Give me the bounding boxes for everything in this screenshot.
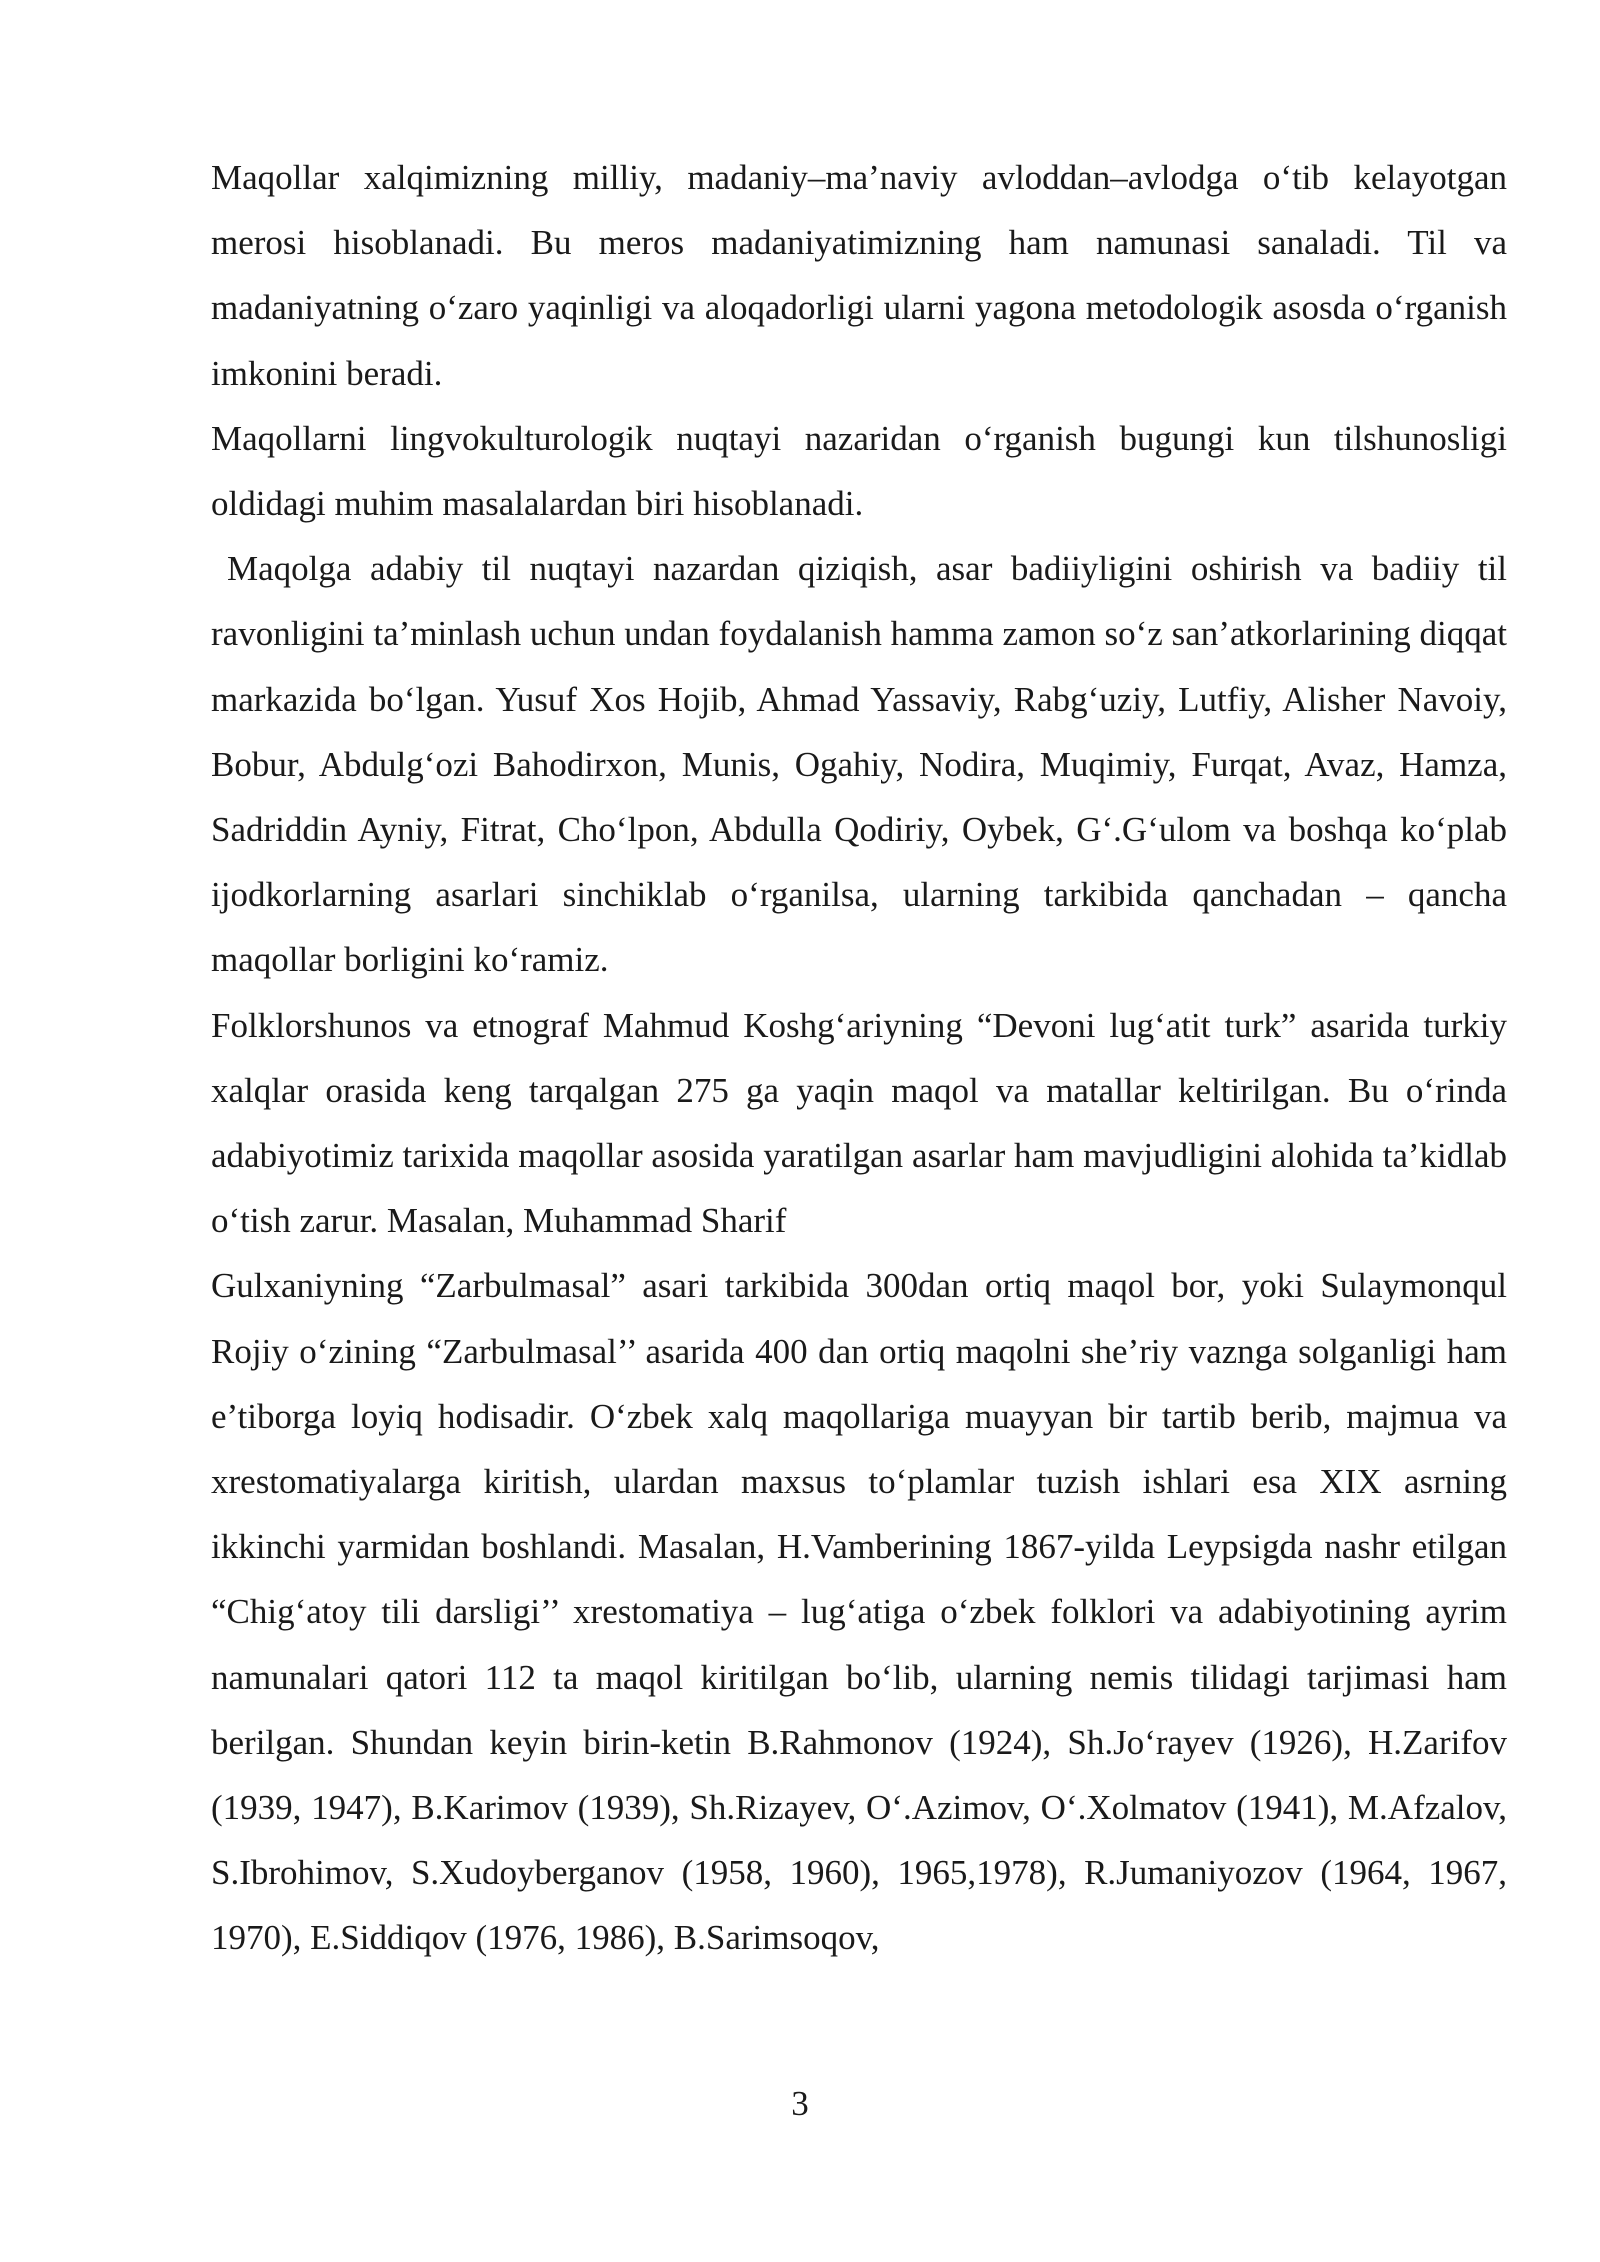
paragraph-collections: Gulxaniyning “Zarbulmasal” asari tarkibida 300dan ortiq maqol bor, yoki Sulaymonqul Rojiy o‘zining “Zarbulmasal’’ asarida 400 dan ortiq maqolni she’riy vaznga solganligi ham e’tiborga loyiq hodisadir. O‘zbek xalq maqollariga muayyan bir tartib berib, majmua va xrestomatiyalarga kiritish, ulardan maxsus to‘plamlar tuzish ishlari esa XIX asrning ikkinchi yarmidan boshlandi. Masalan, H.Vamberining 1867-yilda Leypsigda nashr etilgan “Chig‘atoy tili darsligi’’ xrestomatiya – lug‘atiga o‘zbek folklori va adabiyotining ayrim namunalari qatori 112 ta maqol kiritilgan bo‘lib, ularning nemis tilidagi tarjimasi ham berilgan. Shundan keyin birin-ketin B.Rahmonov (1924), Sh.Jo‘rayev (1926), H.Zarifov (1939, 1947), B.Karimov (1939), Sh.Rizayev, O‘.Azimov, O‘.Xolmatov (1941), M.Afzalov, S.Ibrohimov, S.Xudoyberganov (1958, 1960), 1965,1978), R.Jumaniyozov (1964, 1967, 1970), E.Siddiqov (1976, 1986), B.Sarimsoqov, xyxy=(211,1266,1507,1958)
document-body xyxy=(211,145,1507,1971)
paragraph-lingvo: Maqollarni lingvokulturologik nuqtayi nazaridan o‘rganish bugungi kun tilshunosligi oldidagi muhim masalalardan biri hisoblanadi. xyxy=(211,418,1507,524)
page-number: 3 xyxy=(791,2084,809,2123)
paragraph-koshgariy: Folklorshunos va etnograf Mahmud Koshg‘ariyning “Devoni lug‘atit turk” asarida turkiy xalqlar orasida keng tarqalgan 275 ga yaqin maqol va matallar keltirilgan. Bu o‘rinda adabiyotimiz tarixida maqollar asosida yaratilgan asarlar ham mavjudligini alohida ta’kidlab o‘tish zarur. Masalan, Muhammad Sharif xyxy=(211,1005,1507,1241)
paragraph-literary-use: Maqolga adabiy til nuqtayi nazardan qiziqish, asar badiiyligini oshirish va badiiy til ravonligini ta’minlash uchun undan foydalanish hamma zamon so‘z san’atkorlarining diqqat markazida bo‘lgan. Yusuf Xos Hojib, Ahmad Yassaviy, Rabg‘uziy, Lutfiy, Alisher Navoiy, Bobur, Abdulg‘ozi Bahodirxon, Munis, Ogahiy, Nodira, Muqimiy, Furqat, Avaz, Hamza, Sadriddin Ayniy, Fitrat, Cho‘lpon, Abdulla Qodiriy, Oybek, G‘.G‘ulom va boshqa ko‘plab ijodkorlarning asarlari sinchiklab o‘rganilsa, ularning tarkibida qanchadan – qancha maqollar borligini ko‘ramiz. xyxy=(211,549,1507,980)
paragraph-intro: Maqollar xalqimizning milliy, madaniy–ma’naviy avloddan–avlodga o‘tib kelayotgan merosi hisoblanadi. Bu meros madaniyatimizning ham namunasi sanaladi. Til va madaniyatning o‘zaro yaqinligi va aloqadorligi ularni yagona metodologik asosda o‘rganish imkonini beradi. xyxy=(211,158,1507,393)
